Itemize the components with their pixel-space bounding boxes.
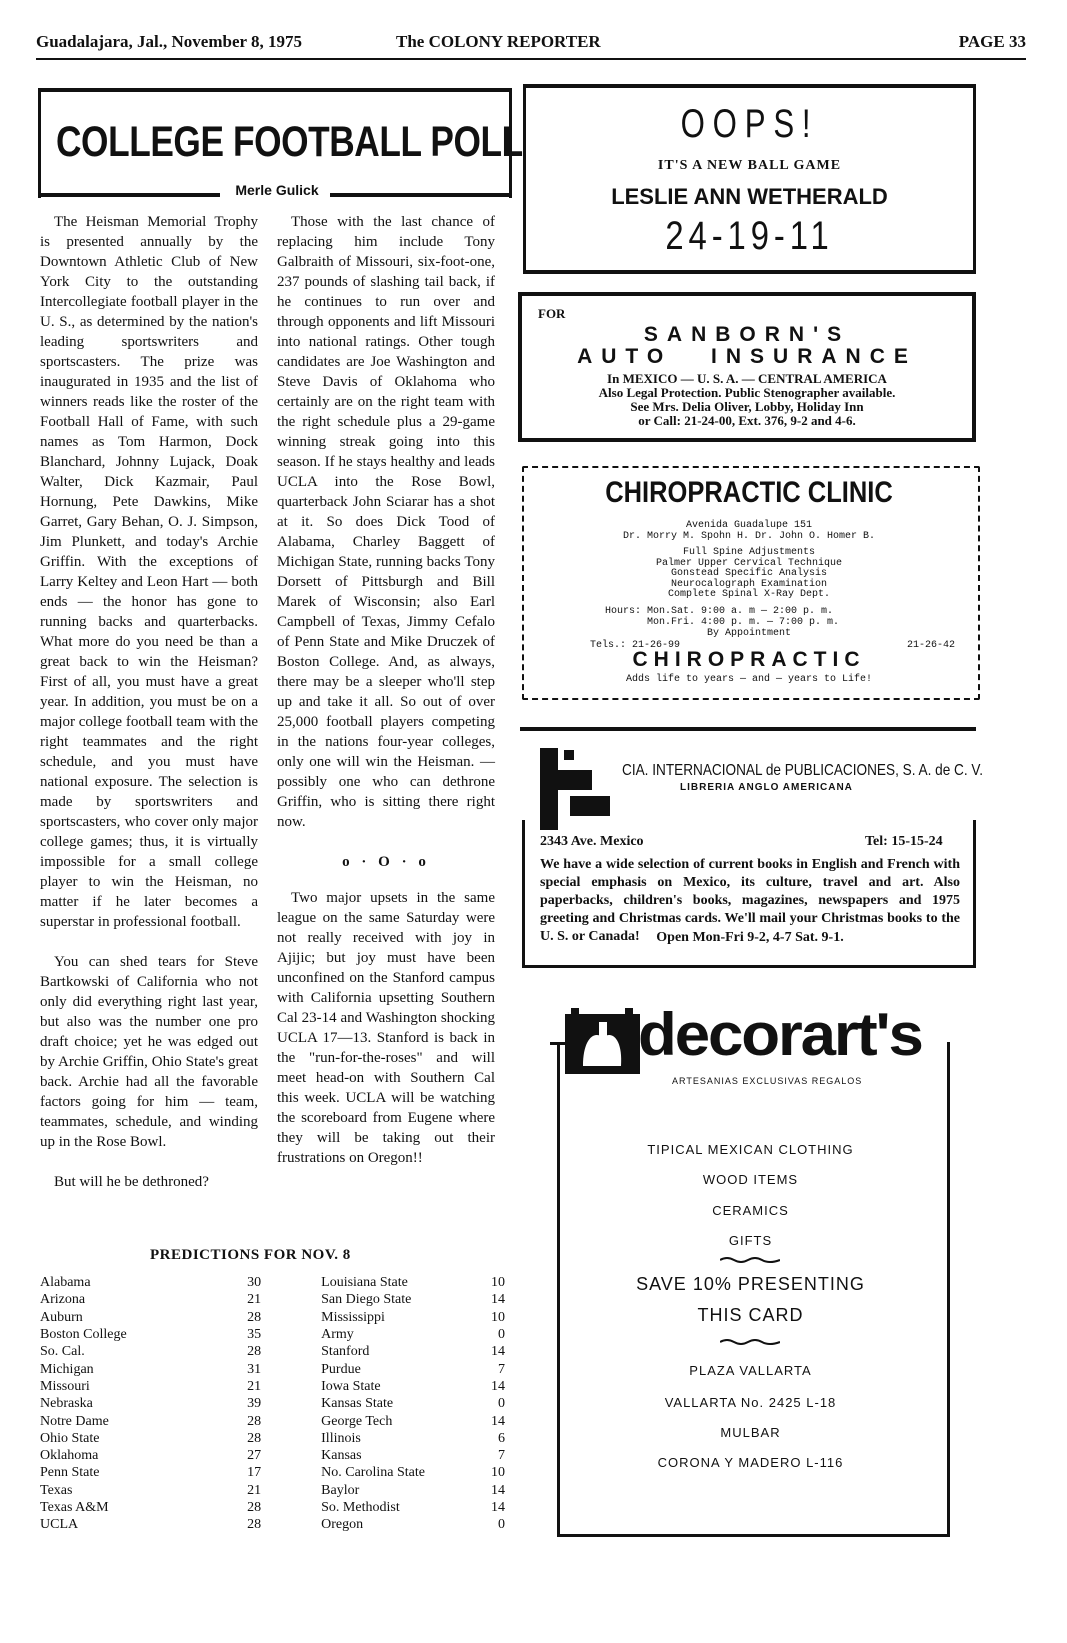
prediction-score-2: 10: [491, 1275, 505, 1291]
prediction-team-2: Mississippi: [321, 1309, 385, 1325]
prediction-team-2: Kansas: [321, 1448, 362, 1464]
libreria-company-name: CIA. INTERNACIONAL de PUBLICACIONES, S. A. de C. V.: [622, 762, 984, 779]
prediction-team-2: Baylor: [321, 1482, 360, 1498]
prediction-team-1: UCLA: [40, 1517, 79, 1533]
prediction-team-1: Arizona: [40, 1292, 86, 1308]
libreria-address: 2343 Ave. Mexico: [540, 834, 644, 849]
chiro-hours: [605, 606, 845, 628]
prediction-team-2: Louisiana State: [321, 1275, 408, 1291]
prediction-score-1: 27: [247, 1448, 262, 1464]
prediction-team-2: No. Carolina State: [321, 1465, 425, 1481]
prediction-row: [40, 1516, 505, 1533]
chiro-tel-1: 21-26-99: [632, 640, 681, 651]
prediction-team-1: Missouri: [40, 1378, 90, 1394]
prediction-score-1: 28: [247, 1413, 262, 1429]
prediction-row: [40, 1326, 505, 1343]
masthead-dateline: Guadalajara, Jal., November 8, 1975: [36, 32, 303, 51]
prediction-score-1: 35: [247, 1327, 262, 1343]
libreria-phone: Tel: 15-15-24: [865, 834, 943, 849]
prediction-team-2: San Diego State: [321, 1292, 412, 1308]
chiro-hours-label: Hours:: [605, 606, 642, 617]
prediction-score-2: 7: [498, 1361, 505, 1377]
prediction-team-1: Notre Dame: [40, 1413, 109, 1429]
poll-title: COLLEGE FOOTBALL POLL: [56, 118, 523, 166]
decorart-item: TIPICAL MEXICAN CLOTHING: [647, 1142, 854, 1157]
byline-rule-right: [330, 193, 510, 197]
prediction-score-2: 14: [491, 1413, 505, 1429]
chiro-address-block: [522, 520, 976, 542]
masthead-paper-name: The COLONY REPORTER: [396, 32, 601, 51]
prediction-score-2: 14: [491, 1482, 505, 1498]
libreria-description: We have a wide selection of current books in English and French with special emphasis on Mexico, its culture, travel and art. Also paperbacks, children's books, magazines, newspapers and 1975 greeting and Christmas cards. We'll mail your Christmas books to the U. S. or Canada!: [540, 857, 960, 944]
chiro-services: [522, 548, 976, 601]
predictions-heading: PREDICTIONS FOR NOV. 8: [150, 1247, 351, 1263]
article-paragraph: Those with the last chance of replacing him include Tony Galbraith of Missouri, six-foot-one, 237 pounds of slashing tail back, if he continues to run over and through opponents and lift Missouri into national ratings. Other tough candidates are Joe Washington and Steve Davis of Oklahoma who certainly are on the right team with the right schedule plus a 29-game winning streak going into this season. If he stays healthy and leads UCLA into the Rose Bowl, quarterback John Sciarar has a shot at it. So does Dick Tood of Alabama, Charley Baggett of Michigan State, running backs Tony Dorsett of Pittsburgh and Bill Marek of Wisconsin; also Earl Campbell of Texas, Jimmy Cefalo of Penn State and Mike Druczek of Boston College. And, as always, there may be a sleeper who'll step up and take it all. So out of over 25,000 football players competing in the nations four-year colleges, only one will win the Heisman. — possibly one who can dethrone Griffin, who is sitting there right now.: [277, 214, 495, 830]
prediction-team-2: Oregon: [321, 1517, 364, 1533]
article-paragraph: Two major upsets in the same league on the same Saturday were not really received with joy in Ajijic; but joy must have been unconfined on the Stanford campus with California upsetting Southern Cal 23-14 and Washington shocking UCLA 17—13. Stanford is back in the "run-for-the-roses" and will meet head-on with Southern Cal this week. UCLA will be watching the scoreboard from Eugene where they will be taking out their frustrations on Oregon!!: [277, 890, 495, 1166]
prediction-score-1: 21: [247, 1378, 262, 1394]
prediction-row: [40, 1447, 505, 1464]
chiro-hours-time: 9:00 a. m — 2:00 p. m.: [701, 606, 834, 617]
chiro-address: Avenida Guadalupe 151: [685, 520, 813, 531]
prediction-team-1: Penn State: [40, 1465, 100, 1481]
prediction-team-2: Iowa State: [321, 1378, 381, 1394]
prediction-team-2: So. Methodist: [321, 1500, 400, 1515]
chiro-wordmark: CHIROPRACTIC: [632, 648, 866, 671]
prediction-row: [40, 1360, 505, 1377]
chiro-hours-days: Mon.Sat.: [647, 606, 696, 617]
decorart-item: WOOD ITEMS: [702, 1172, 799, 1187]
chiro-hours-days: Mon.Fri.: [647, 617, 696, 628]
prediction-team-1: Nebraska: [40, 1396, 93, 1412]
byline-rule-left: [40, 193, 220, 197]
prediction-team-2: Kansas State: [321, 1396, 394, 1412]
chiro-appointment: By Appointment: [706, 628, 791, 639]
masthead-rule: [36, 58, 1026, 60]
prediction-score-2: 0: [498, 1396, 505, 1412]
prediction-team-1: Michigan: [40, 1361, 94, 1377]
prediction-score-1: 28: [247, 1430, 262, 1446]
libreria-store-name: LIBRERIA ANGLO AMERICANA: [680, 782, 853, 793]
prediction-score-2: 0: [498, 1517, 505, 1533]
libreria-top-rule: [520, 727, 976, 731]
prediction-row: [40, 1482, 505, 1499]
decorart-location: VALLARTA No. 2425 L-18: [664, 1395, 837, 1410]
prediction-row: [40, 1343, 505, 1360]
prediction-row: [40, 1395, 505, 1412]
libreria-logo-icon: [540, 748, 610, 830]
prediction-row: [40, 1309, 505, 1326]
prediction-score-1: 17: [247, 1465, 262, 1481]
chiro-service-item: Gonstead Specific Analysis: [670, 568, 828, 579]
sanborn-contact: See Mrs. Delia Oliver, Lobby, Holiday Inn: [630, 399, 864, 414]
section-separator: o · O · o: [342, 854, 430, 870]
chiro-tels-label: Tels.:: [590, 640, 627, 651]
oops-title: OOPS!: [680, 102, 819, 146]
chiro-service-item: Complete Spinal X-Ray Dept.: [667, 589, 831, 600]
decorart-location: CORONA Y MADERO L-116: [657, 1455, 844, 1470]
chiro-tagline: Adds life to years — and — years to Life!: [625, 674, 873, 685]
prediction-score-1: 21: [247, 1482, 262, 1498]
prediction-score-1: 39: [247, 1396, 262, 1412]
sanborn-regions: In MEXICO — U. S. A. — CENTRAL AMERICA: [607, 371, 887, 386]
decorart-item: GIFTS: [728, 1233, 773, 1248]
prediction-score-2: 14: [491, 1500, 505, 1515]
decorart-card-note: THIS CARD: [697, 1305, 804, 1325]
prediction-row: [40, 1464, 505, 1481]
prediction-score-2: 14: [491, 1378, 505, 1394]
article-column-1: [40, 212, 258, 1192]
decorart-location: MULBAR: [720, 1425, 781, 1440]
chiro-hours-time: 4:00 p. m. — 7:00 p. m.: [701, 617, 840, 628]
prediction-score-1: 28: [247, 1517, 262, 1533]
prediction-row: [40, 1291, 505, 1308]
prediction-team-2: George Tech: [321, 1413, 393, 1429]
prediction-team-1: Oklahoma: [40, 1448, 99, 1464]
decorart-logo-icon: [565, 1008, 640, 1076]
prediction-score-2: 6: [498, 1430, 505, 1446]
chiro-service-item: Full Spine Adjustments: [682, 547, 816, 558]
prediction-row: [40, 1274, 505, 1291]
article-column-2: [277, 212, 495, 1188]
prediction-score-1: 28: [247, 1344, 262, 1360]
decorart-divider-icon: [720, 1256, 780, 1264]
chiro-service-item: Palmer Upper Cervical Technique: [655, 557, 843, 569]
chiro-title: CHIROPRACTIC CLINIC: [605, 476, 893, 509]
oops-numbers: 24-19-11: [665, 214, 834, 258]
prediction-score-1: 21: [247, 1292, 262, 1308]
prediction-team-1: Ohio State: [40, 1430, 100, 1446]
prediction-row: [40, 1378, 505, 1395]
sanborn-for: FOR: [538, 306, 566, 321]
poll-byline: Merle Gulick: [235, 182, 319, 198]
prediction-team-2: Army: [321, 1327, 354, 1343]
article-paragraph: But will he be dethroned?: [54, 1174, 209, 1190]
article-paragraph: The Heisman Memorial Trophy is presented annually by the Downtown Athletic Club of New York City to the outstanding Intercollegiate football player in the U. S., as determined by the nation's leading sportswriters and sportscasters. The prize was inaugurated in 1935 and the list of winners reads like the roster of the Football Hall of Fame, with such names as Tom Harmon, Dock Blanchard, Johnny Lujack, Doak Walter, Dick Kazmair, Paul Hornung, Pete Dawkins, Mike Garret, Gary Behan, O. J. Simpson, Jim Plunkett, and today's Archie Griffin. With the exceptions of Larry Keltey and Leon Hart — both ends — the honor has gone to running backs and quarterbacks. What more do you need be than a great back to win the Heisman? First of all, you must have a great year. In addition, you must be on a major college football team with the right teammates and the right schedule, and you must have national exposure. The selection is made by sportswriters and sportscasters, who cover only major college games; thus, it is virtually impossible for a small college player to win the Heisman, no matter if he later becomes a superstar in professional football.: [40, 214, 258, 930]
decorart-divider-icon: [720, 1338, 780, 1346]
prediction-team-1: Texas: [40, 1482, 73, 1498]
libreria-hours: Open Mon-Fri 9-2, 4-7 Sat. 9-1.: [656, 930, 844, 945]
prediction-team-1: Boston College: [40, 1327, 127, 1343]
prediction-team-1: Texas A&M: [40, 1500, 109, 1515]
decorart-location: PLAZA VALLARTA: [689, 1363, 812, 1378]
prediction-score-2: 14: [491, 1292, 505, 1308]
sanborn-title: SANBORN'S: [643, 323, 851, 346]
sanborn-details: [518, 372, 976, 428]
chiro-service-item: Neurocalograph Examination: [670, 578, 828, 590]
prediction-score-1: 28: [247, 1500, 262, 1515]
article-paragraph: You can shed tears for Steve Bartkowski of California who not only did everything right last year, but also was the number one pro draft choice; yet he was edged out by Archie Griffin, Ohio State's great back. Archie had all the favorable factors going for him — team, teammates, schedule, and winding up in the Rose Bowl.: [40, 954, 258, 1150]
prediction-score-1: 31: [247, 1361, 262, 1377]
prediction-row: [40, 1430, 505, 1447]
prediction-score-2: 14: [491, 1344, 505, 1360]
prediction-team-1: So. Cal.: [40, 1344, 85, 1360]
prediction-row: [40, 1412, 505, 1429]
prediction-team-1: Auburn: [40, 1309, 83, 1325]
decorart-discount: SAVE 10% PRESENTING: [636, 1274, 865, 1294]
chiro-tel-2: 21-26-42: [906, 640, 955, 651]
sanborn-phone: or Call: 21-24-00, Ext. 376, 9-2 and 4-6.: [638, 413, 856, 428]
prediction-team-1: Alabama: [40, 1275, 91, 1291]
sanborn-subtitle: AUTO INSURANCE: [577, 345, 917, 368]
sanborn-services: Also Legal Protection. Public Stenographer available.: [598, 385, 896, 400]
decorart-tagline: ARTESANIAS EXCLUSIVAS REGALOS: [672, 1076, 863, 1086]
prediction-team-2: Illinois: [321, 1430, 361, 1446]
oops-name: LESLIE ANN WETHERALD: [611, 184, 888, 209]
prediction-score-2: 10: [491, 1465, 505, 1481]
predictions-table: [40, 1274, 505, 1533]
masthead-page-number: PAGE 33: [958, 32, 1026, 51]
prediction-team-2: Purdue: [321, 1361, 361, 1377]
decorart-item: CERAMICS: [712, 1203, 789, 1218]
prediction-score-2: 7: [498, 1448, 505, 1464]
prediction-row: [40, 1499, 505, 1516]
oops-subtitle: IT'S A NEW BALL GAME: [657, 158, 842, 173]
prediction-score-2: 0: [498, 1327, 505, 1343]
chiro-doctors: Dr. Morry M. Spohn H. Dr. John O. Homer B.: [622, 531, 876, 542]
decorart-name: decorart's: [638, 1001, 922, 1068]
prediction-team-2: Stanford: [321, 1344, 370, 1360]
prediction-score-2: 10: [491, 1309, 505, 1325]
prediction-score-1: 28: [247, 1309, 262, 1325]
prediction-score-1: 30: [247, 1275, 262, 1291]
